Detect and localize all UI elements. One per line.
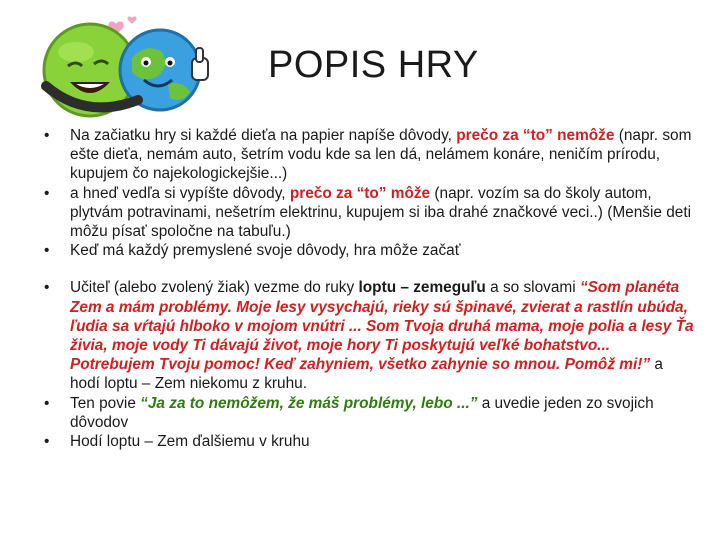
bullet-text: a hneď vedľa si vypíšte dôvody, xyxy=(70,184,290,202)
bullet-dot: • xyxy=(44,279,50,297)
heart-icon xyxy=(127,17,136,24)
emphasis-red: prečo za “to” nemôže xyxy=(456,127,615,144)
bullet-text: (napr. som ešte dieťa, nemám auto, šetrím vodu kde sa len dá, nelámem konáre, neničím prírodu, kupujem čo najekologickejšie...) xyxy=(70,127,692,183)
list-item xyxy=(44,278,694,393)
emphasis-red: prečo za “to” môže xyxy=(289,184,431,202)
emphasis-red-italic: “Som planéta Zem a mám problémy. Moje lesy vysychajú, rieky sú špinavé, zvierat a rastlín ubúda, ľudia sa vŕtajú hlboko v mojom vnútri ... Som Tvoja druhá mama, moje polia a lesy Ťa živia, moje vody Ti dávajú život, moje hory Ti poskytujú veľké bohatstvo... Potrebujem Tvoju pomoc! Keď zahyniem, všetko zahynie so mnou. Pomôž mi!” xyxy=(70,279,694,374)
list-item xyxy=(44,394,694,432)
bullet-list xyxy=(44,126,694,451)
hugging-earth-globes-icon xyxy=(28,8,218,120)
list-item xyxy=(44,126,694,184)
list-item xyxy=(44,432,694,451)
bullet-text: a uvedie jeden zo svojich dôvodov xyxy=(70,394,654,431)
bullet-dot: • xyxy=(44,394,50,412)
bullet-text: Keď má každý premyslené svoje dôvody, hra môže začať xyxy=(70,242,461,260)
list-item xyxy=(44,184,694,242)
bullet-dot: • xyxy=(44,242,50,260)
earth-logo xyxy=(28,8,218,120)
slide-title: POPIS HRY xyxy=(268,44,479,86)
bullet-dot: • xyxy=(44,127,50,144)
bullet-dot: • xyxy=(44,184,50,202)
bullet-text: a so slovami xyxy=(485,279,580,297)
emphasis-bold: loptu – zemeguľu xyxy=(358,279,486,297)
emphasis-green: “Ja za to nemôžem, že máš problémy, lebo ...” xyxy=(140,394,478,412)
bullet-text: Ten povie xyxy=(70,394,141,412)
list-item xyxy=(44,241,694,260)
bullet-dot: • xyxy=(44,433,50,451)
bullet-text: Na začiatku hry si každé dieťa na papier napíše dôvody, xyxy=(70,127,457,144)
bullet-text: (napr. vozím sa do školy autom, plytvám potravinami, nešetrím elektrinu, kupujem si iba drahé značkové veci..) (Menšie deti môžu písať spoločne na tabuľu.) xyxy=(70,184,692,241)
bullet-text: Učiteľ (alebo zvolený žiak) vezme do ruky xyxy=(70,279,359,297)
spacer xyxy=(44,260,694,278)
bullet-text: a hodí loptu – Zem niekomu z kruhu. xyxy=(70,356,663,393)
bullet-text: Hodí loptu – Zem ďalšiemu v kruhu xyxy=(70,433,310,451)
